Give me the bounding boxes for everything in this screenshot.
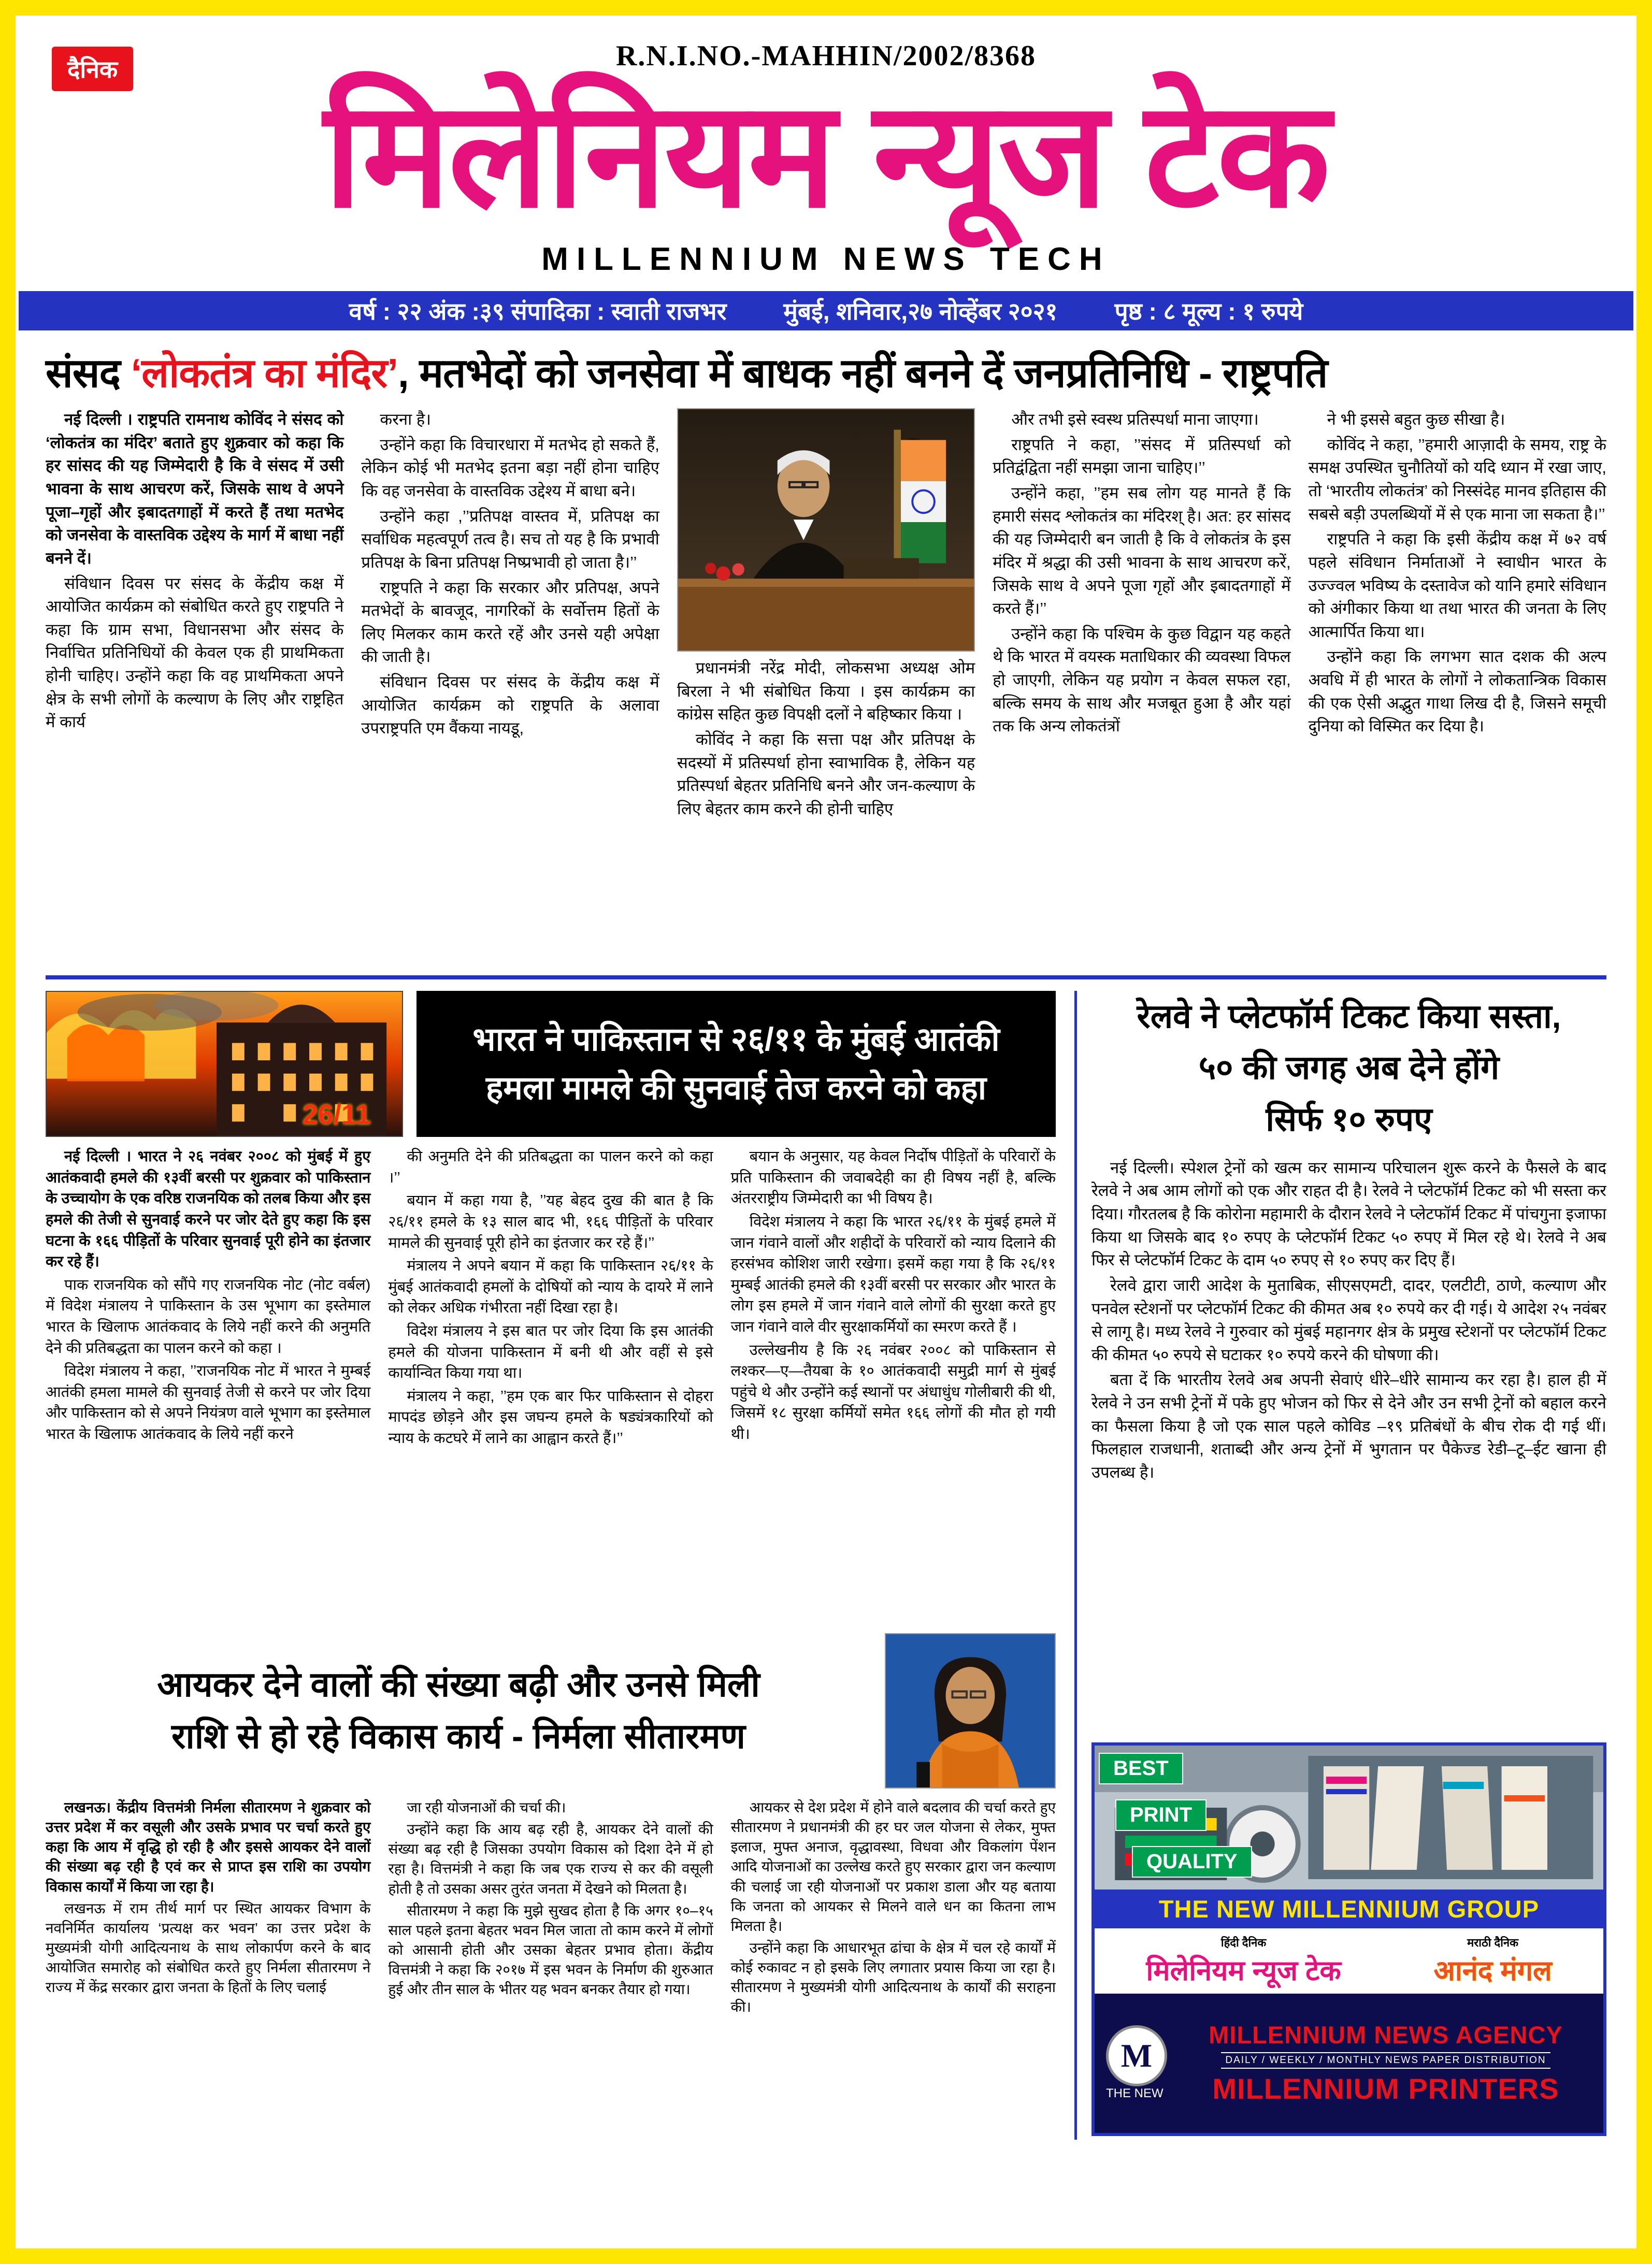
sitharaman-headline-line1: आयकर देने वालों की संख्या बढ़ी और उनसे मिली bbox=[157, 1665, 760, 1704]
printing-press-photo bbox=[1095, 1746, 1603, 1890]
mumbai-headline bbox=[416, 991, 1056, 1137]
lead-headline-part2: , मतभेदों को जनसेवा में बाधक नहीं बनने दें जनप्रतिनिधि - राष्ट्रपति bbox=[398, 350, 1328, 396]
ad-hindi-paper bbox=[1146, 1935, 1341, 1988]
masthead-title: मिलेनियम न्यूज टेक bbox=[324, 73, 1328, 237]
mumbai-intro-paragraph: नई दिल्ली । भारत ने २६ नवंबर २००८ को मुंबई में हुए आतंकवादी हमले की १३वीं बरसी पर शुक्रवार को पाकिस्तान के उच्चायोग के एक वरिष्ठ राजनयिक को तलब किया और इस हमले की तेजी से सुनवाई करने पर जोर देते हुए कहा कि इस घटना के १६६ पीड़ितों के परिवार सुनवाई पूरी होने का इंतजार कर रहे हैं। bbox=[46, 1148, 371, 1271]
ad-group-banner: THE NEW MILLENNIUM GROUP bbox=[1095, 1890, 1603, 1928]
sitharaman-photo bbox=[885, 1633, 1056, 1789]
lead-article bbox=[46, 408, 1606, 965]
sitharaman-photo-graphic bbox=[886, 1634, 1055, 1787]
advertisement-box bbox=[1091, 1742, 1606, 2136]
ad-hindi-label: हिंदी दैनिक bbox=[1220, 1936, 1267, 1949]
mumbai-headline-line2: हमला मामले की सुनवाई तेज करने को कहा bbox=[485, 1070, 987, 1107]
railway-article: नई दिल्ली। स्पेशल ट्रेनों को खत्म कर सामान्य परिचालन शुरू करने के फैसले के बाद रेलवे ने अब आम लोगों को एक और राहत दी है। रेलवे ने प्लेटफॉर्म टिकट को भी सस्ता कर दिया। गौरतलब है कि कोरोना महामारी के दौरान रेलवे ने प्लेटफॉर्म टिकट में पांचगुना इजाफा किया था जिसके बाद १० रुपए के प्लेटफॉर्म टिकट ५० रुपए में मिल रहे थे। रेलवे ने अब फिर से प्लेटफॉर्म टिकट के दाम ५० रुपए से १० रुपए कर दिए हैं। रेलवे द्वारा जारी आदेश के मुताबिक, सीएसएमटी, दादर, एलटीटी, ठाणे, कल्याण और पनवेल स्टेशनों पर प्लेटफॉर्म टिकट की कीमत अब १० रुपये कर दी गई। ये आदेश २५ नवंबर से लागू है। मध्य रेलवे ने गुरुवार को मुंबई महानगर क्षेत्र के प्रमुख स्टेशनों पर प्लेटफॉर्म टिकट की कीमत ५० रुपये से घटाकर १० रुपये करने की घोषणा की। बता दें कि भारतीय रेलवे अब अपनी सेवाएं धीरे–धीरे सामान्य कर रहा है। हाल ही में रेलवे ने उन सभी ट्रेनों में पके हुए भोजन को फिर से देने और उन सभी ट्रेनों को बहाल करने का फैसला किया है जो एक साल पहले कोविड –१९ प्रतिबंधों के बीच रोक दी गई थीं। फिलहाल राजधानी, शताब्दी और अन्य ट्रेनों में भुगतान पर पैकेज्ड रेडी–टू–ईट खाना ही उपलब्ध है। bbox=[1091, 1158, 1606, 1481]
edition-date: मुंबई, शनिवार,२७ नोव्हेंबर २०२१ bbox=[783, 298, 1058, 325]
lead-column-4: और तभी इसे स्वस्थ प्रतिस्पर्धा माना जाएगा। राष्ट्रपति ने कहा, ’’संसद में प्रतिस्पर्धा को प्रतिद्वंद्विता नहीं समझा जाना चाहिए।’’ उन्होंने कहा, ’’हम सब लोग यह मानते हैं कि हमारी संसद श्लोकतंत्र का मंदिरश् है। अत: हर सांसद की यह जिम्मेदारी बन जाती है कि वे लोकतंत्र के इस मंदिर में श्रद्धा की उसी भावना के साथ आचरण करें, जिसके साथ वे अपने पूजा गृहों और इबादतगाहों में करते हैं।’’ उन्होंने कहा कि पश्चिम के कुछ विद्वान यह कहते थे कि भारत में वयस्क मताधिकार की व्यवस्था विफल हो जाएगी, लेकिन यह प्रयोग न केवल सफल रहा, बल्कि समय के साथ और मजबूत हुआ है और यहां तक कि अन्य लोकतंत्रों bbox=[993, 410, 1291, 736]
edition-price: पृष्ठ : ८ मूल्य : १ रुपये bbox=[1114, 298, 1303, 325]
railway-headline-line2: ५० की जगह अब देने होंगे bbox=[1198, 1049, 1500, 1087]
sitharaman-intro-paragraph: लखनऊ। केंद्रीय वित्तमंत्री निर्मला सीतारमण ने शुक्रवार को उत्तर प्रदेश में कर वसूली और उसके प्रभाव पर चर्चा करते हुए कहा कि आय में वृद्धि हो रही है और इससे आयकर देने वालों की संख्या बढ़ रही है एवं कर से प्राप्त इस राशि का उपयोग विकास कार्यों में किया जा रहा है। bbox=[46, 1799, 371, 1895]
article-text: लखनऊ में राम तीर्थ मार्ग पर स्थित आयकर विभाग के नवनिर्मित कार्यालय ‘प्रत्यक्ष कर भवन’ का उत्तर प्रदेश के मुख्यमंत्री योगी आदित्यनाथ के साथ लोकार्पण करने के बाद आयोजित समारोह को संबोधित करते हुए निर्मला सीतारमण ने राज्य में केंद्र सरकार द्वारा जनता के हितों के लिए चलाई bbox=[46, 1900, 371, 1995]
mumbai-headline-line1: भारत ने पाकिस्तान से २६/११ के मुंबई आतंकी bbox=[472, 1021, 1000, 1058]
ad-printers-band bbox=[1095, 1994, 1603, 2133]
edition-info-bar bbox=[19, 291, 1633, 330]
ad-best-label: BEST bbox=[1099, 1753, 1183, 1784]
ad-printers-name: MILLENNIUM PRINTERS bbox=[1212, 2072, 1559, 2106]
ad-marathi-label: मराठी दैनिक bbox=[1467, 1936, 1519, 1949]
railway-headline-line1: रेलवे ने प्लेटफॉर्म टिकट किया सस्ता, bbox=[1137, 998, 1561, 1035]
lead-column-5: ने भी इससे बहुत कुछ सीखा है। कोविंद ने कहा, ’’हमारी आज़ादी के समय, राष्ट्र के समक्ष उपस्थित चुनौतियों को यदि ध्यान में रखा जाए, तो ‘भारतीय लोकतंत्र’ को निस्संदेह मानव इतिहास की सबसे बड़ी उपलब्धियों में से एक माना जा सकता है।’’ राष्ट्रपति ने कहा कि इसी केंद्रीय कक्ष में ७२ वर्ष पहले संविधान निर्माताओं ने स्वाधीन भारत के उज्ज्वल भविष्य के दस्तावेज को यानि हमारे संविधान को अंगीकार किया था तथा भारत की जनता के लिए आत्मार्पित किया था। उन्होंने कहा कि लगभग सात दशक की अल्प अवधि में ही भारत के लोगों ने लोकतान्त्रिक विकास की एक ऐसी अद्भुत गाथा लिख दी है, जिसने समूची दुनिया को विस्मित कर दिया है। bbox=[1308, 410, 1606, 736]
sitharaman-column-2: जा रही योजनाओं की चर्चा की। उन्होंने कहा कि आय बढ़ रही है, आयकर देने वालों की संख्या बढ़ रही है जिसका उपयोग विकास को दिशा देने में हो रहा है। वित्तमंत्री ने कहा कि जब एक राज्य से कर की वसूली होती है तो उसका असर तुरंत जनता में देखने को मिलता है। सीतारमण ने कहा कि मुझे सुखद होता है कि अगर १०–१५ साल पहले इतना बेहतर भवन मिल जाता तो काम करने में लोगों को आसानी होती और उसका बेहतर प्रभाव होता। केंद्रीय वित्तमंत्री ने कहा कि २०१७ में इस भवन के निर्माण की शुरुआत हुई और तीन साल के भीतर यह भवन बनकर तैयार हो गया। bbox=[388, 1799, 713, 1997]
lead-column-2: करना है। उन्होंने कहा कि विचारधारा में मतभेद हो सकते हैं, लेकिन कोई भी मतभेद इतना बड़ा नहीं होना चाहिए कि वह जनसेवा के वास्तविक उद्देश्य में बाधा बने। उन्होंने कहा ,’’प्रतिपक्ष वास्तव में, प्रतिपक्ष का सर्वाधिक महत्वपूर्ण तत्व है। सच तो यह है कि प्रभावी प्रतिपक्ष के बिना प्रतिपक्ष निष्प्रभावी हो जाता है।’’ राष्ट्रपति ने कहा कि सरकार और प्रतिपक्ष, अपने मतभेदों के बावजूद, नागरिकों के सर्वोत्तम हितों के लिए मिलकर काम करते रहें और उनसे यही अपेक्षा की जाती है। संविधान दिवस पर संसद के केंद्रीय कक्ष में आयोजित कार्यक्रम को राष्ट्रपति के अलावा उपराष्ट्रपति एम वैंकया नायडू, bbox=[361, 410, 659, 738]
lead-column-1 bbox=[46, 408, 343, 965]
mumbai-column-1 bbox=[46, 1146, 370, 1619]
ad-agency-subtitle: DAILY / WEEKLY / MONTHLY NEWS PAPER DISTRIBUTION bbox=[1221, 2052, 1550, 2069]
sitharaman-article bbox=[46, 1798, 1056, 2140]
sitharaman-headline bbox=[46, 1659, 871, 1763]
mumbai-attack-section bbox=[46, 991, 1056, 1619]
ad-print-label: PRINT bbox=[1115, 1799, 1206, 1831]
ad-the-new-label: THE NEW bbox=[1106, 2086, 1163, 2101]
sitharaman-column-3: आयकर से देश प्रदेश में होने वाले बदलाव की चर्चा करते हुए सीतारमण ने प्रधानमंत्री की हर घर जल योजना से लेकर, मुफ्त इलाज, मुफ्त अनाज, वृद्धावस्था, विधवा और विकलांग पेंशन आदि योजनाओं का उल्लेख करते हुए सरकार द्वारा जन कल्याण की चलाई जा रही योजनाओं पर प्रकाश डाला और यह बताया कि जनता को आयकर से मिलने वाले धन का कितना लाभ मिलता है। उन्होंने कहा कि आधारभूत ढांचा के क्षेत्र में चल रहे कार्यों में कोई रुकावट न हो इसके लिए लगातार प्रयास किया जा रहा है। सीतारमण ने मुख्यमंत्री योगी आदित्यनाथ के कार्यों की सराहना की। bbox=[730, 1799, 1056, 2015]
railway-headline bbox=[1091, 991, 1606, 1145]
ad-hindi-paper-name: मिलेनियम न्यूज टेक bbox=[1146, 1955, 1341, 1986]
rni-number: R.N.I.NO.-MAHHIN/2002/8368 bbox=[615, 40, 1037, 72]
kovind-photo bbox=[677, 408, 975, 652]
attack-date-label: 26/11 bbox=[302, 1099, 371, 1131]
masthead-header bbox=[16, 16, 1636, 278]
sitharaman-section bbox=[46, 1633, 1056, 2140]
lead-intro-paragraph: नई दिल्ली । राष्ट्रपति रामनाथ कोविंद ने संसद को ‘लोकतंत्र का मंदिर’ बताते हुए शुक्रवार को कहा कि हर सांसद की यह जिम्मेदारी है कि वे संसद में उसी भावना के साथ आचरण करें, जिसके साथ वे अपने पूजा–गृहों और इबादतगाहों में करते हैं तथा मतभेद को जनसेवा के वास्तविक उद्देश्य के मार्ग में बाधा नहीं बनने दें। bbox=[46, 410, 344, 567]
sitharaman-column-1 bbox=[46, 1798, 370, 2140]
edition-volume: वर्ष : २२ अंक :३९ संपादिका : स्वाती राजभर bbox=[349, 298, 727, 325]
ad-quality-label: QUALITY bbox=[1132, 1846, 1252, 1878]
kovind-photo-graphic bbox=[678, 409, 974, 651]
railway-section bbox=[1091, 991, 1606, 1729]
railway-headline-line3: सिर्फ १० रुपए bbox=[1266, 1100, 1432, 1138]
mumbai-column-2: की अनुमति देने की प्रतिबद्धता का पालन करने को कहा ।’’ बयान में कहा गया है, ’’यह बेहद दुख की बात है कि २६/११ हमले के १३ साल बाद भी, १६६ पीड़ितों के परिवार मामले की सुनवाई पूरी होने का इंतजार कर रहे हैं।’’ मंत्रालय ने अपने बयान में कहा कि पाकिस्तान २६/११ के मुंबई आतंकवादी हमलों के दोषियों को न्याय के दायरे में लाने को लेकर अधिक गंभीरता नहीं दिखा रहा है। विदेश मंत्रालय ने इस बात पर जोर दिया कि इस आतंकी हमले की योजना पाकिस्तान में बनी थी और वहीं से इसे कार्यान्वित किया गया था। मंत्रालय ने कहा, ’’हम एक बार फिर पाकिस्तान से दोहरा मापदंड छोड़ने और इस जघन्य हमले के षड्यंत्रकारियों को न्याय के कटघरे में लाने का आह्वान करते हैं।’’ bbox=[388, 1148, 713, 1447]
millennium-monogram-logo: M bbox=[1106, 2025, 1167, 2086]
lead-column-3 bbox=[677, 408, 975, 965]
dainik-badge: दैनिक bbox=[52, 47, 133, 91]
section-divider bbox=[46, 975, 1606, 979]
mumbai-column-3: बयान के अनुसार, यह केवल निर्दोष पीड़ितों के परिवारों के प्रति पाकिस्तान की जवाबदेही का ही विषय नहीं है, बल्कि अंतरराष्ट्रीय जिम्मेदारी का भी विषय है। विदेश मंत्रालय ने कहा कि भारत २६/११ के मुंबई हमले में जान गंवाने वालों और शहीदों के परिवारों को न्याय दिलाने की हरसंभव कोशिश जारी रखेगा। इसमें कहा गया है कि २६/११ मुम्बई आतंकी हमले की १३वीं बरसी पर सरकार और भारत के लोग इस हमले में जान गंवाने वाले लोगों की सुरक्षा करते हुए जान गंवाने वाले वीर सुरक्षाकर्मियों का स्मरण करते हैं । उल्लेखनीय है कि २६ नवंबर २००८ को पाकिस्तान से लश्कर—ए—तैयबा के १० आतंकवादी समुद्री मार्ग से मुंबई पहुंचे थे और उन्होंने कई स्थानों पर अंधाधुंध गोलीबारी की थी, जिसमें १८ सुरक्षा कर्मियों समेत १६६ लोगों की मौत हो गयी थी। bbox=[730, 1148, 1056, 1443]
lead-headline bbox=[46, 344, 1606, 399]
masthead-subtitle: MILLENNIUM NEWS TECH bbox=[541, 241, 1111, 278]
ad-marathi-paper-name: आनंद मंगल bbox=[1433, 1955, 1552, 1986]
ad-marathi-paper bbox=[1434, 1935, 1552, 1988]
lead-column-3-text: प्रधानमंत्री नरेंद्र मोदी, लोकसभा अध्यक्ष ओम बिरला ने भी संबोधित किया । इस कार्यक्रम का कांग्रेस सहित कुछ विपक्षी दलों ने बहिष्कार किया । कोविंद ने कहा कि सत्ता पक्ष और प्रतिपक्ष के सदस्यों में प्रतिस्पर्धा होना स्वाभाविक है, लेकिन यह प्रतिस्पर्धा बेहतर प्रतिनिधि बनने और जन-कल्याण के लिए बेहतर काम करने की होनी चाहिए bbox=[677, 659, 975, 818]
lead-headline-part1: संसद bbox=[46, 350, 131, 396]
mumbai-attack-photo bbox=[46, 991, 403, 1137]
ad-agency-name: MILLENNIUM NEWS AGENCY bbox=[1209, 2021, 1563, 2049]
article-text: पाक राजनयिक को सौंपे गए राजनयिक नोट (नोट वर्बल) में विदेश मंत्रालय ने पाकिस्तान के उस भूभाग का इस्तेमाल भारत के खिलाफ आतंकवाद के लिये नहीं करने की अनुमति देने की प्रतिबद्धता का पालन करने को कहा । विदेश मंत्रालय ने कहा, ’’राजनयिक नोट में भारत ने मुम्बई आतंकी हमला मामले की सुनवाई तेजी से करने पर जोर दिया और पाकिस्तान को से अपने नियंत्रण वाले भूभाग का इस्तेमाल भारत के खिलाफ आतंकवाद के लिये नहीं करने bbox=[46, 1276, 371, 1443]
lead-headline-quote: ‘लोकतंत्र का मंदिर’ bbox=[131, 350, 398, 396]
article-text: संविधान दिवस पर संसद के केंद्रीय कक्ष में आयोजित कार्यक्रम को संबोधित करते हुए राष्ट्रपति ने कहा कि ग्राम सभा, विधानसभा और संसद के निर्वाचित प्रतिनिधियों की केवल एक ही प्राथमिकता होनी चाहिए। उन्होंने कहा कि वह प्राथमिकता अपने क्षेत्र के सभी लोगों के कल्याण के लिए और राष्ट्रहित में कार्य bbox=[46, 574, 344, 731]
sitharaman-headline-line2: राशि से हो रहे विकास कार्य - निर्मला सीतारमण bbox=[171, 1717, 745, 1756]
mumbai-article bbox=[46, 1146, 1056, 1619]
